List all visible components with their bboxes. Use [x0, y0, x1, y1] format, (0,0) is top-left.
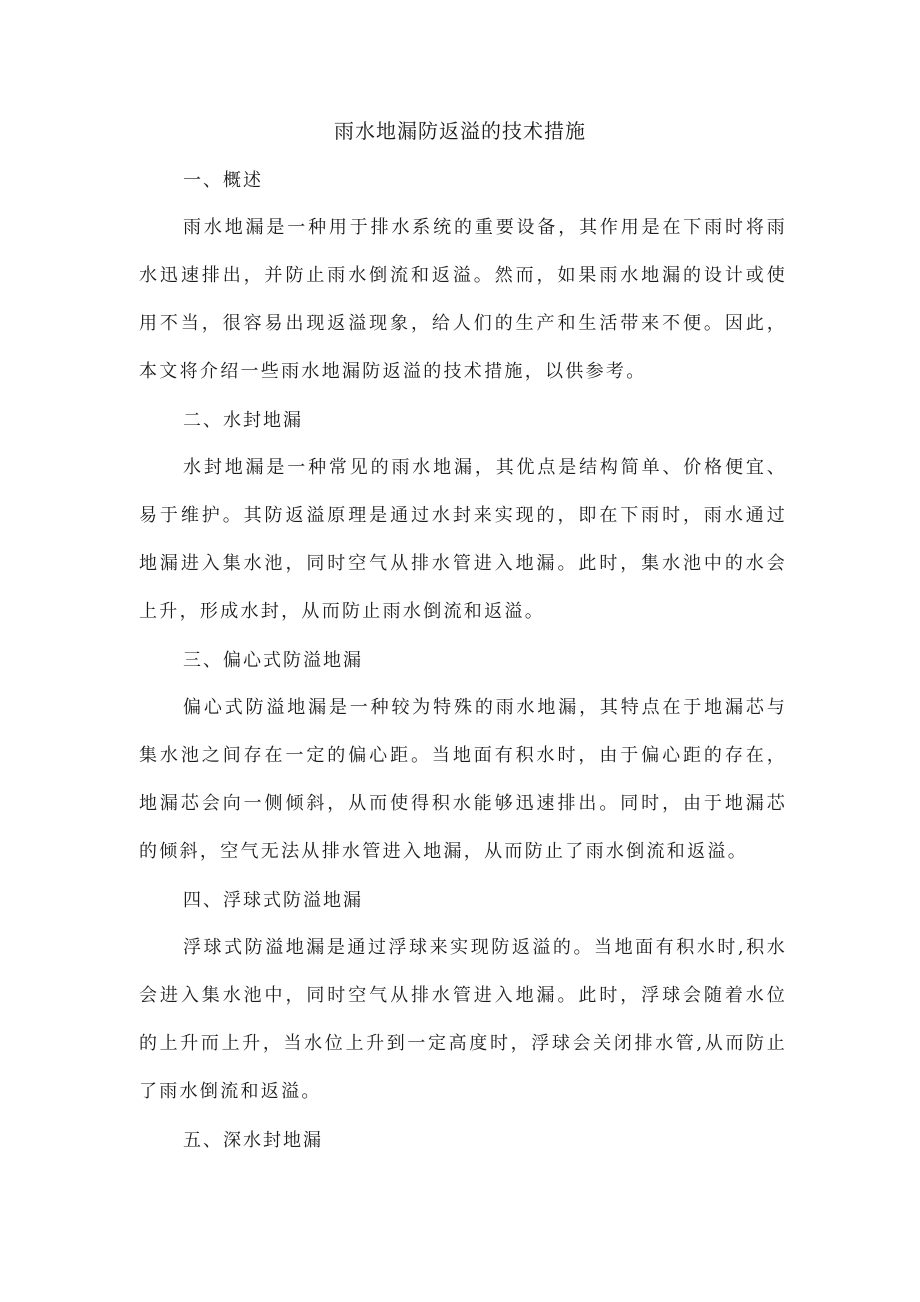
section-paragraph-water-seal: 水封地漏是一种常见的雨水地漏，其优点是结构简单、价格便宜、易于维护。其防返溢原理是通过水封来实现的，即在下雨时，雨水通过地漏进入集水池，同时空气从排水管进入地漏。此时，集水池中的水会上升，形成水封，从而防止雨水倒流和返溢。: [139, 457, 787, 622]
section-heading-deep-water-seal: 五、深水封地漏: [183, 1130, 323, 1151]
section-heading-overview: 一、概述: [183, 170, 263, 191]
document-title: 雨水地漏防返溢的技术措施: [334, 119, 586, 143]
section-paragraph-eccentric: 偏心式防溢地漏是一种较为特殊的雨水地漏，其特点在于地漏芯与集水池之间存在一定的偏心距。当地面有积水时，由于偏心距的存在，地漏芯会向一侧倾斜，从而使得积水能够迅速排出。同时，由于地漏芯的倾斜，空气无法从排水管进入地漏，从而防止了雨水倒流和返溢。: [139, 697, 787, 862]
section-paragraph-overview: 雨水地漏是一种用于排水系统的重要设备，其作用是在下雨时将雨水迅速排出，并防止雨水倒流和返溢。然而，如果雨水地漏的设计或使用不当，很容易出现返溢现象，给人们的生产和生活带来不便。因此，本文将介绍一些雨水地漏防返溢的技术措施，以供参考。: [139, 217, 787, 382]
section-heading-float-ball: 四、浮球式防溢地漏: [183, 890, 363, 911]
section-heading-water-seal: 二、水封地漏: [183, 410, 303, 431]
section-heading-eccentric: 三、偏心式防溢地漏: [183, 650, 363, 671]
section-paragraph-float-ball: 浮球式防溢地漏是通过浮球来实现防返溢的。当地面有积水时,积水会进入集水池中，同时空气从排水管进入地漏。此时，浮球会随着水位的上升而上升，当水位上升到一定高度时，浮球会关闭排水管,从而防止了雨水倒流和返溢。: [139, 937, 787, 1102]
